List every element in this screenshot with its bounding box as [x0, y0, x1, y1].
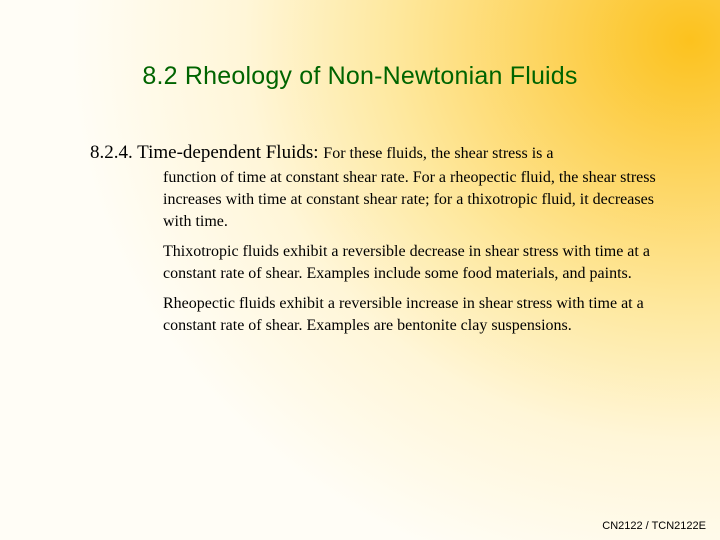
section-lead-text: For these fluids, the shear stress is a — [323, 145, 554, 162]
slide-title: 8.2 Rheology of Non-Newtonian Fluids — [142, 62, 578, 90]
section-heading-line — [90, 140, 660, 167]
paragraph-time-dependent: function of time at constant shear rate. For a rheopectic fluid, the shear stress increases with time at constant shear rate; for a thixotropic fluid, it decreases with time. — [163, 169, 656, 230]
paragraph-rheopectic: Rheopectic fluids exhibit a reversible increase in shear stress with time at a constant rate of shear. Examples are bentonite clay suspensions. — [163, 295, 644, 334]
slide-body — [90, 140, 660, 337]
paragraph-thixotropic: Thixotropic fluids exhibit a reversible decrease in shear stress with time at a constant rate of shear. Examples include some food materials, and paints. — [163, 243, 650, 282]
slide-footer: CN2122 / TCN2122E — [602, 520, 706, 532]
section-heading: 8.2.4. Time-dependent Fluids: — [90, 142, 324, 163]
